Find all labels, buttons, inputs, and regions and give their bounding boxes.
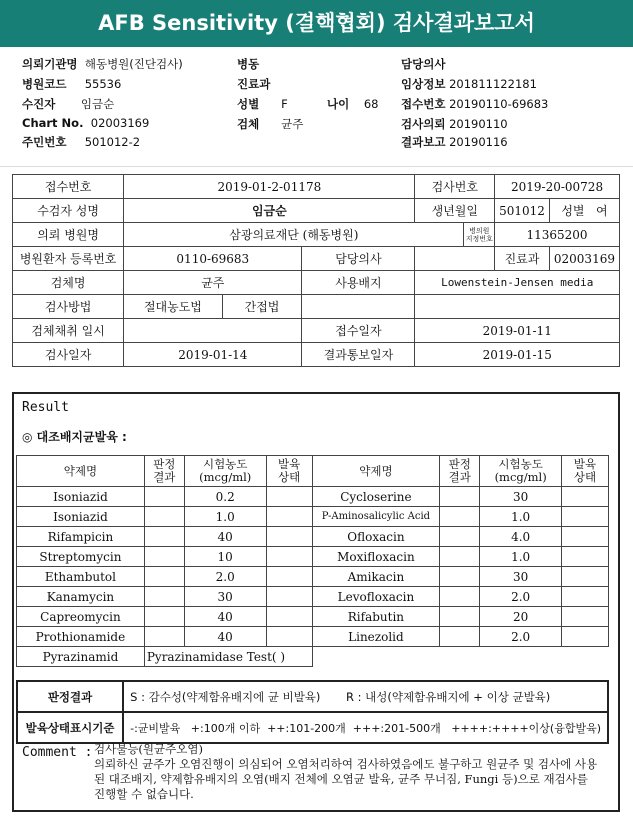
table-row bbox=[17, 507, 609, 527]
judge-result bbox=[144, 547, 184, 567]
result-label: Result bbox=[22, 400, 69, 415]
receipt-label: 접수번호 bbox=[401, 97, 446, 111]
dept-value: 02003169 bbox=[549, 247, 619, 271]
table-row bbox=[13, 295, 620, 319]
growth-status bbox=[562, 547, 609, 567]
growth-status bbox=[266, 507, 312, 527]
clinical-value: 201811122181 bbox=[449, 77, 537, 91]
growth-status bbox=[266, 487, 312, 507]
reg-no-value: 0110-69683 bbox=[124, 247, 302, 271]
test-concentration: 4.0 bbox=[480, 527, 562, 547]
judge-result bbox=[440, 607, 480, 627]
specimen-row bbox=[237, 116, 303, 132]
test-concentration: 0.2 bbox=[184, 487, 266, 507]
judge-result bbox=[144, 587, 184, 607]
pyrazinamid-label: Pyrazinamid bbox=[17, 647, 145, 667]
collection-label: 검체채취 일시 bbox=[13, 319, 124, 343]
test-concentration: 40 bbox=[184, 627, 266, 647]
concentration-header: 시험농도 (mcg/ml) bbox=[480, 456, 562, 487]
table-row bbox=[13, 343, 620, 367]
growth-status bbox=[266, 627, 312, 647]
judge-result bbox=[440, 507, 480, 527]
test-concentration: 40 bbox=[184, 527, 266, 547]
control-growth-label: ◎ 대조배지균발육 : bbox=[22, 430, 127, 444]
specimen-label: 검체명 bbox=[13, 271, 124, 295]
drug-name: Isoniazid bbox=[17, 507, 145, 527]
age-value: 68 bbox=[363, 97, 379, 111]
report-value: 20190116 bbox=[449, 135, 508, 149]
receipt-no-value: 2019-01-2-01178 bbox=[124, 175, 415, 199]
method-label: 검사방법 bbox=[13, 295, 124, 319]
drug-header: 약제명 bbox=[312, 456, 440, 487]
sex-row bbox=[237, 96, 288, 112]
susceptibility-table bbox=[16, 455, 609, 667]
institution-value: 해동병원(진단검사) bbox=[84, 57, 183, 71]
dept-row bbox=[237, 76, 270, 92]
notice-value: 2019-01-15 bbox=[415, 343, 620, 367]
designation-label: 병의원 지정번호 bbox=[464, 223, 495, 247]
attending-doctor-label: 담당의사 bbox=[302, 247, 415, 271]
table-row bbox=[17, 527, 609, 547]
examinee-value: 임금순 bbox=[80, 97, 115, 111]
doctor-row bbox=[401, 56, 445, 72]
judge-legend-s: S : 감수성(약제함유배지에 균 비발육) bbox=[130, 689, 321, 704]
test-concentration: 1.0 bbox=[480, 547, 562, 567]
sex-label: 성별 bbox=[237, 97, 260, 111]
name-value: 임금순 bbox=[124, 199, 415, 223]
method-empty-2 bbox=[415, 295, 620, 319]
test-concentration: 20 bbox=[480, 607, 562, 627]
table-row bbox=[17, 627, 609, 647]
chart-row bbox=[22, 116, 149, 130]
sex-value: F bbox=[281, 97, 288, 111]
judge-result bbox=[144, 567, 184, 587]
table-row bbox=[17, 487, 609, 507]
notice-label: 결과통보일자 bbox=[302, 343, 415, 367]
rrn-label: 주민번호 bbox=[22, 135, 67, 149]
judge-header: 판정 결과 bbox=[144, 456, 184, 487]
growth-header: 발육 상태 bbox=[266, 456, 312, 487]
drug-name: Amikacin bbox=[312, 567, 440, 587]
judge-result bbox=[440, 527, 480, 547]
collection-value bbox=[124, 319, 302, 343]
table-row bbox=[17, 567, 609, 587]
reg-no-label: 병원환자 등록번호 bbox=[13, 247, 124, 271]
judge-legend-label: 판정결과 bbox=[17, 681, 123, 712]
test-concentration: 10 bbox=[184, 547, 266, 567]
empty-cell bbox=[312, 647, 608, 667]
dept-label: 진료과 bbox=[237, 77, 271, 91]
sex-value: 여 bbox=[595, 204, 608, 218]
specimen-value: 균주 bbox=[281, 117, 304, 131]
rrn-value: 501012-2 bbox=[84, 135, 141, 149]
report-title: AFB Sensitivity (결핵협회) 검사결과보고서 bbox=[0, 0, 633, 47]
age-row bbox=[327, 96, 378, 112]
table-row bbox=[13, 199, 620, 223]
growth-status bbox=[562, 507, 609, 527]
table-row bbox=[17, 547, 609, 567]
dob-value: 501012 bbox=[495, 199, 550, 223]
growth-status bbox=[562, 567, 609, 587]
drug-name: Ethambutol bbox=[17, 567, 145, 587]
drug-name: P-Aminosalicylic Acid bbox=[312, 507, 440, 527]
judge-result bbox=[440, 587, 480, 607]
received-value: 2019-01-11 bbox=[415, 319, 620, 343]
institution-label: 의뢰기관명 bbox=[22, 57, 78, 71]
drug-header: 약제명 bbox=[17, 456, 145, 487]
concentration-header: 시험농도 (mcg/ml) bbox=[184, 456, 266, 487]
drug-name: Cycloserine bbox=[312, 487, 440, 507]
table-row bbox=[13, 247, 620, 271]
specimen-label: 검체 bbox=[237, 117, 260, 131]
sex-label: 성별 bbox=[561, 204, 585, 218]
medium-label: 사용배지 bbox=[302, 271, 415, 295]
ward-label: 병동 bbox=[237, 57, 260, 71]
dob-label: 생년월일 bbox=[415, 199, 495, 223]
test-concentration: 2.0 bbox=[480, 587, 562, 607]
dept-label: 진료과 bbox=[495, 247, 550, 271]
legend-table bbox=[16, 680, 609, 744]
growth-status bbox=[266, 567, 312, 587]
drug-name: Rifampicin bbox=[17, 527, 145, 547]
table-header-row bbox=[17, 456, 609, 487]
drug-name: Moxifloxacin bbox=[312, 547, 440, 567]
test-concentration: 30 bbox=[184, 587, 266, 607]
age-label: 나이 bbox=[327, 97, 350, 111]
test-concentration: 2.0 bbox=[184, 567, 266, 587]
hospital-value: 삼광의료재단 (해동병원) bbox=[124, 223, 464, 247]
examinee-row bbox=[22, 96, 114, 112]
name-label: 수검자 성명 bbox=[13, 199, 124, 223]
judge-legend-r: R : 내성(약제함유배지에 + 이상 균발육) bbox=[346, 689, 551, 704]
attending-doctor-value bbox=[415, 247, 495, 271]
clinical-label: 임상정보 bbox=[401, 77, 446, 91]
comment-text: 검사불능(원균주오염) 의뢰하신 균주가 오염진행이 의심되어 오염처리하여 검사하였음에도 불구하고 원균주 및 검사에 사용 된 대조배지, 약제함유배지의 오염(배지 전체에 오염균 발육, 균주 무너짐, Fungi 등)으로 재검사를 진행할 수 없습니다. bbox=[94, 742, 598, 801]
test-concentration: 1.0 bbox=[480, 507, 562, 527]
clinical-row bbox=[401, 76, 537, 92]
table-row bbox=[13, 271, 620, 295]
table-row bbox=[17, 587, 609, 607]
judge-result bbox=[440, 547, 480, 567]
drug-name: Capreomycin bbox=[17, 607, 145, 627]
table-row bbox=[17, 712, 608, 743]
test-no-value: 2019-20-00728 bbox=[495, 175, 620, 199]
method-value-1: 절대농도법 bbox=[124, 295, 222, 319]
hospital-label: 의뢰 병원명 bbox=[13, 223, 124, 247]
drug-name: Levofloxacin bbox=[312, 587, 440, 607]
growth-status bbox=[266, 607, 312, 627]
method-value-2: 간접법 bbox=[222, 295, 302, 319]
growth-legend-label: 발육상태표시기준 bbox=[17, 712, 123, 743]
test-concentration: 40 bbox=[184, 607, 266, 627]
growth-status bbox=[266, 547, 312, 567]
test-concentration: 30 bbox=[480, 567, 562, 587]
examinee-label: 수진자 bbox=[22, 97, 56, 111]
drug-name: Kanamycin bbox=[17, 587, 145, 607]
test-date-value: 2019-01-14 bbox=[124, 343, 302, 367]
sex-cell bbox=[549, 199, 619, 223]
test-date-label: 검사일자 bbox=[13, 343, 124, 367]
receipt-value: 20190110-69683 bbox=[449, 97, 549, 111]
test-concentration: 2.0 bbox=[480, 627, 562, 647]
growth-header: 발육 상태 bbox=[562, 456, 609, 487]
hospital-code-value: 55536 bbox=[84, 77, 122, 91]
received-label: 접수일자 bbox=[302, 319, 415, 343]
chart-value: 02003169 bbox=[90, 116, 150, 130]
drug-name: Streptomycin bbox=[17, 547, 145, 567]
doctor-label: 담당의사 bbox=[401, 57, 446, 71]
judge-result bbox=[440, 627, 480, 647]
request-row bbox=[401, 116, 508, 132]
hospital-code-row bbox=[22, 76, 121, 92]
specimen-value: 균주 bbox=[124, 271, 302, 295]
pyrazinamid-row bbox=[17, 647, 609, 667]
rrn-row bbox=[22, 134, 140, 150]
drug-name: Prothionamide bbox=[17, 627, 145, 647]
test-concentration: 30 bbox=[480, 487, 562, 507]
comment-label: Comment : bbox=[22, 745, 93, 760]
method-empty bbox=[302, 295, 415, 319]
growth-status bbox=[562, 627, 609, 647]
judge-header: 판정 결과 bbox=[440, 456, 480, 487]
growth-status bbox=[562, 487, 609, 507]
judge-result bbox=[144, 507, 184, 527]
table-row bbox=[13, 175, 620, 199]
request-value: 20190110 bbox=[449, 117, 508, 131]
report-label: 결과보고 bbox=[401, 135, 446, 149]
table-row bbox=[17, 607, 609, 627]
report-row bbox=[401, 134, 508, 150]
growth-status bbox=[266, 587, 312, 607]
table-row bbox=[13, 319, 620, 343]
chart-label: Chart No. bbox=[22, 116, 84, 130]
judge-result bbox=[144, 487, 184, 507]
table-row bbox=[17, 681, 608, 712]
judge-result bbox=[144, 607, 184, 627]
receipt-row bbox=[401, 96, 548, 112]
growth-status bbox=[562, 527, 609, 547]
designation-value: 11365200 bbox=[495, 223, 620, 247]
growth-status bbox=[562, 587, 609, 607]
growth-status bbox=[562, 607, 609, 627]
institution-row bbox=[22, 56, 183, 72]
ward-row bbox=[237, 56, 259, 72]
judge-result bbox=[440, 487, 480, 507]
request-info-table bbox=[12, 174, 620, 367]
growth-status bbox=[266, 527, 312, 547]
judge-result bbox=[144, 527, 184, 547]
judge-result bbox=[440, 567, 480, 587]
drug-name: Isoniazid bbox=[17, 487, 145, 507]
request-label: 검사의뢰 bbox=[401, 117, 446, 131]
pyrazinamidase-test: Pyrazinamidase Test( ) bbox=[144, 647, 312, 667]
growth-legend-value: -:균비발육 +:100개 이하 ++:101-200개 +++:201-500개 ++++:++++이상(융합발육) bbox=[123, 712, 608, 743]
drug-name: Linezolid bbox=[312, 627, 440, 647]
judge-legend-value bbox=[123, 681, 608, 712]
judge-result bbox=[144, 627, 184, 647]
hospital-code-label: 병원코드 bbox=[22, 77, 67, 91]
receipt-no-label: 접수번호 bbox=[13, 175, 124, 199]
drug-name: Ofloxacin bbox=[312, 527, 440, 547]
table-row bbox=[13, 223, 620, 247]
drug-name: Rifabutin bbox=[312, 607, 440, 627]
medium-value: Lowenstein-Jensen media bbox=[415, 271, 620, 295]
test-no-label: 검사번호 bbox=[415, 175, 495, 199]
test-concentration: 1.0 bbox=[184, 507, 266, 527]
header-divider bbox=[0, 166, 633, 167]
